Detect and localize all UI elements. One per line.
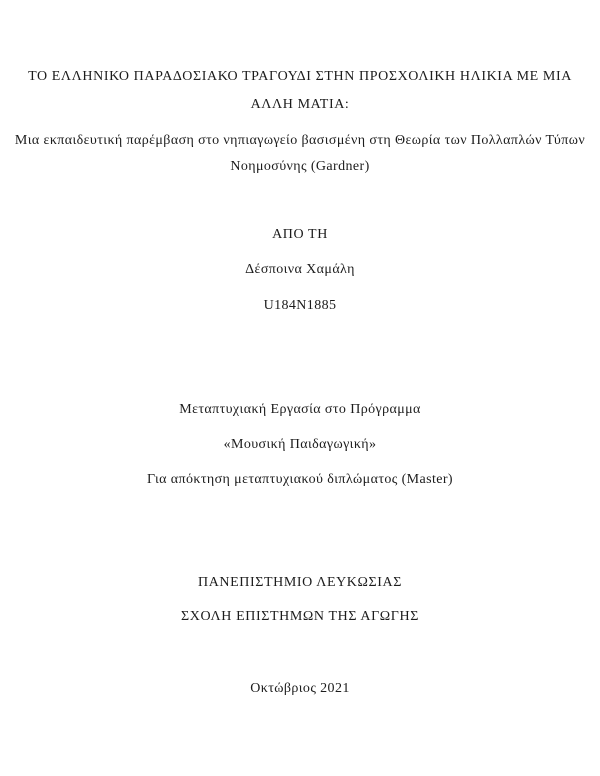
byline-label: ΑΠΟ ΤΗ bbox=[272, 227, 328, 242]
degree-purpose-line: Για απόκτηση μεταπτυχιακού διπλώματος (Master) bbox=[147, 472, 453, 487]
publication-date: Οκτώβριος 2021 bbox=[250, 681, 350, 696]
school-name: ΣΧΟΛΗ ΕΠΙΣΤΗΜΩΝ ΤΗΣ ΑΓΩΓΗΣ bbox=[181, 609, 419, 624]
thesis-subtitle-line-2: Νοημοσύνης (Gardner) bbox=[230, 159, 370, 174]
thesis-subtitle-line-1: Μια εκπαιδευτική παρέμβαση στο νηπιαγωγείο βασισμένη στη Θεωρία των Πολλαπλών Τύπων bbox=[14, 133, 586, 148]
thesis-title-line-2: ΑΛΛΗ ΜΑΤΙΑ: bbox=[250, 97, 350, 112]
program-name: «Μουσική Παιδαγωγική» bbox=[223, 437, 377, 452]
student-id: U184N1885 bbox=[263, 298, 337, 313]
author-name: Δέσποινα Χαμάλη bbox=[245, 262, 355, 277]
institution-name: ΠΑΝΕΠΙΣΤΗΜΙΟ ΛΕΥΚΩΣΙΑΣ bbox=[197, 575, 402, 590]
program-description-line-1: Μεταπτυχιακή Εργασία στο Πρόγραμμα bbox=[179, 402, 421, 417]
thesis-title-line-1: ΤΟ ΕΛΛΗΝΙΚΟ ΠΑΡΑΔΟΣΙΑΚΟ ΤΡΑΓΟΥΔΙ ΣΤΗΝ ΠΡΟΣΧΟΛΙΚΗ ΗΛΙΚΙΑ ΜΕ ΜΙΑ bbox=[28, 69, 572, 84]
